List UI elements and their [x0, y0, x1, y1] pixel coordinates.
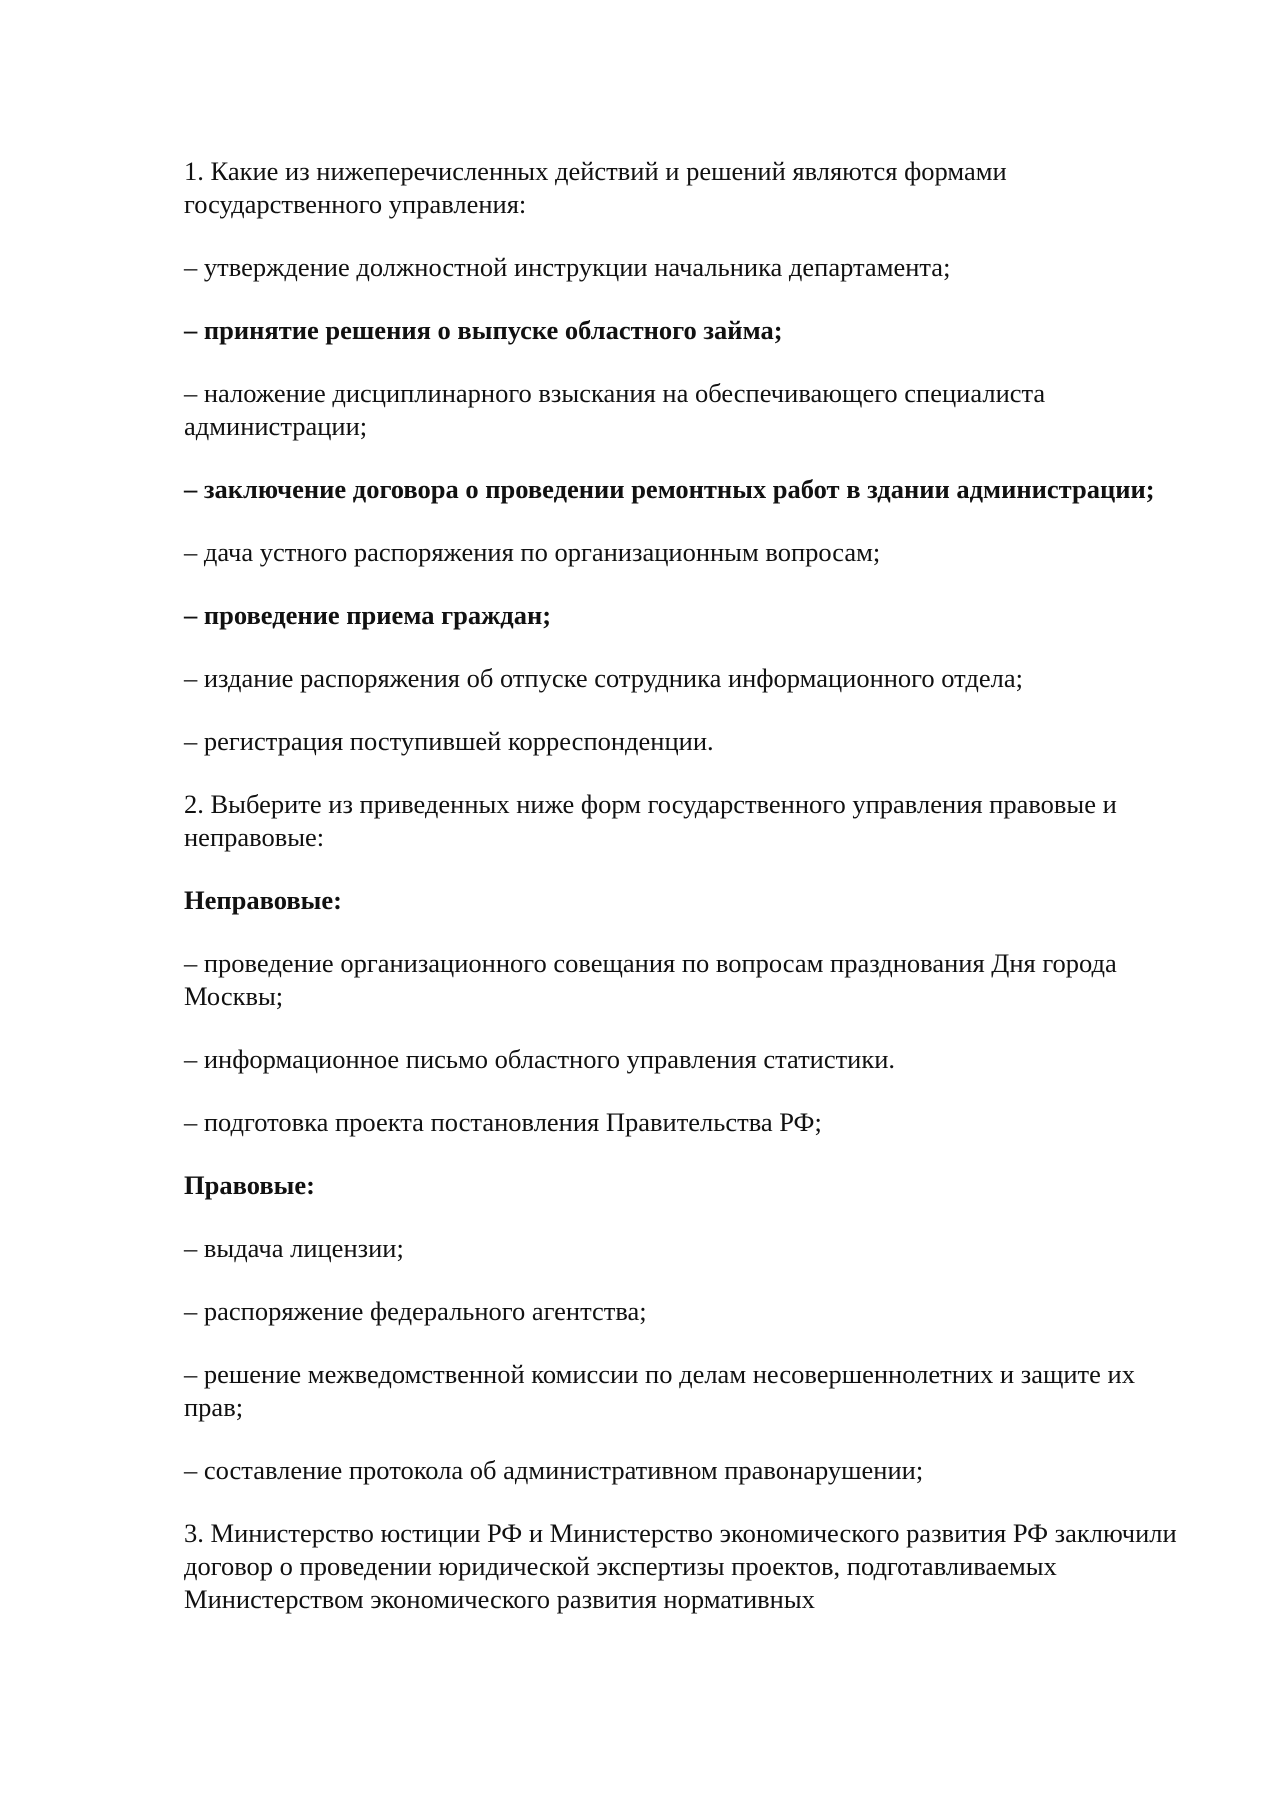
document-body — [184, 155, 1194, 1646]
answer-option: – наложение дисциплинарного взыскания на обеспечивающего специалиста администрации; — [184, 378, 1046, 441]
list-item: – решение межведомственной комиссии по делам несовершеннолетних и защите их прав; — [184, 1359, 1135, 1422]
list-item: – проведение организационного совещания по вопросам празднования Дня города Москвы; — [184, 948, 1117, 1011]
answer-option-selected: – принятие решения о выпуске областного займа; — [184, 315, 783, 345]
answer-option: – утверждение должностной инструкции начальника департамента; — [184, 252, 951, 282]
answer-option-selected: – заключение договора о проведении ремонтных работ в здании администрации; — [184, 474, 1155, 504]
answer-option-selected: – проведение приема граждан; — [184, 600, 552, 630]
list-item: – подготовка проекта постановления Правительства РФ; — [184, 1107, 822, 1137]
section-heading-non-legal: Неправовые: — [184, 885, 342, 915]
question-1-text: 1. Какие из нижеперечисленных действий и решений являются формами государственного управления: — [184, 156, 1007, 219]
question-3-text: 3. Министерство юстиции РФ и Министерство экономического развития РФ заключили договор о проведении юридической экспертизы проектов, подготавливаемых Министерством экономического развития нормативных — [184, 1518, 1177, 1614]
section-heading-legal: Правовые: — [184, 1170, 315, 1200]
list-item: – распоряжение федерального агентства; — [184, 1296, 647, 1326]
answer-option: – издание распоряжения об отпуске сотрудника информационного отдела; — [184, 663, 1023, 693]
list-item: – выдача лицензии; — [184, 1233, 404, 1263]
answer-option: – регистрация поступившей корреспонденции. — [184, 726, 714, 756]
list-item: – информационное письмо областного управления статистики. — [184, 1044, 896, 1074]
list-item: – составление протокола об административном правонарушении; — [184, 1455, 924, 1485]
question-2-text: 2. Выберите из приведенных ниже форм государственного управления правовые и неправовые: — [184, 789, 1117, 852]
answer-option: – дача устного распоряжения по организационным вопросам; — [184, 537, 881, 567]
